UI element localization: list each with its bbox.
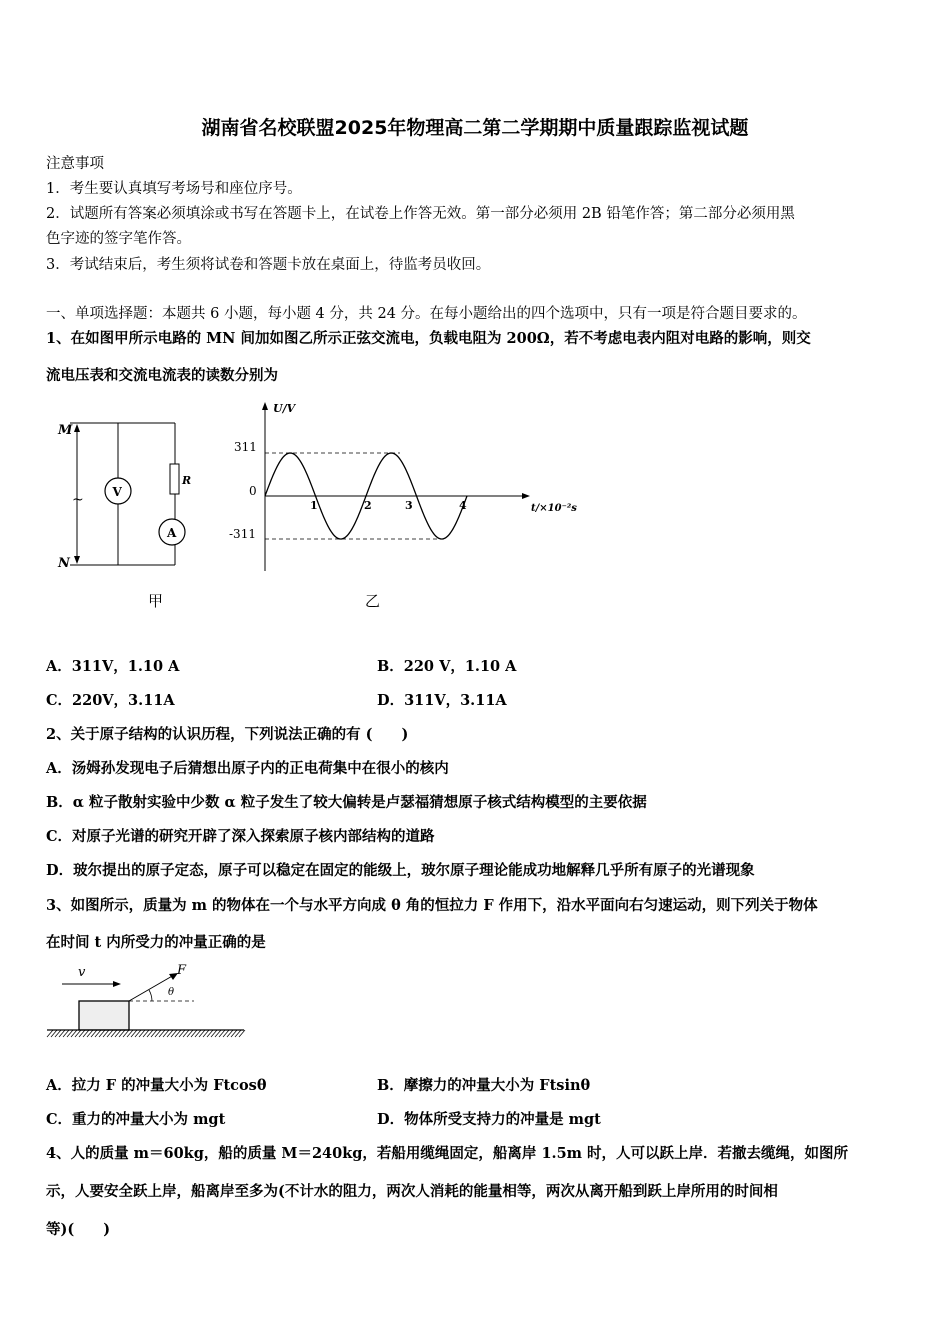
q2-option-c: C．对原子光谱的研究开辟了深入探索原子核内部结构的道路 bbox=[46, 828, 435, 845]
q4-stem-line3: 等)( ) bbox=[46, 1221, 111, 1238]
y-axis-label: U/V bbox=[273, 402, 296, 415]
y-tick-top: 311 bbox=[234, 440, 257, 454]
notice-item-2b: 色字迹的签字笔作答。 bbox=[46, 231, 191, 247]
q2-option-b: B．α 粒子散射实验中少数 α 粒子发生了较大偏转是卢瑟福猜想原子核式结构模型的主要依据 bbox=[46, 794, 647, 811]
velocity-label: v bbox=[78, 965, 86, 980]
circuit-diagram bbox=[50, 412, 200, 572]
x-tick-2: 2 bbox=[364, 499, 372, 512]
block-force-diagram bbox=[44, 960, 249, 1045]
ac-source-symbol: ~ bbox=[72, 492, 84, 508]
caption-jia: 甲 bbox=[148, 592, 164, 610]
q1-stem-line2: 流电压表和交流电流表的读数分别为 bbox=[46, 367, 278, 384]
y-tick-zero: 0 bbox=[249, 484, 257, 498]
x-tick-1: 1 bbox=[310, 499, 318, 512]
y-tick-bottom: -311 bbox=[229, 527, 256, 541]
voltmeter-label: V bbox=[112, 485, 122, 499]
ammeter-label: A bbox=[167, 526, 177, 540]
label-N: N bbox=[58, 556, 70, 571]
page-title: 湖南省名校联盟2025年物理高二第二学期期中质量跟踪监视试题 bbox=[201, 117, 749, 139]
force-label: F bbox=[177, 963, 187, 978]
q3-option-d: D．物体所受支持力的冲量是 mgt bbox=[377, 1111, 601, 1128]
q2-option-d: D．玻尔提出的原子定态，原子可以稳定在固定的能级上，玻尔原子理论能成功地解释几乎所有原子的光谱现象 bbox=[46, 862, 755, 879]
x-axis-label: t/×10⁻²s bbox=[531, 503, 577, 514]
q1-option-d: D．311V，3.11A bbox=[377, 692, 507, 709]
q3-option-b: B．摩擦力的冲量大小为 Ftsinθ bbox=[377, 1077, 591, 1094]
voltage-wave-chart bbox=[225, 395, 585, 580]
notice-item-3: 3．考试结束后，考生须将试卷和答题卡放在桌面上，待监考员收回。 bbox=[46, 257, 491, 273]
q3-option-c: C．重力的冲量大小为 mgt bbox=[46, 1111, 226, 1128]
q3-stem-line2: 在时间 t 内所受力的冲量正确的是 bbox=[46, 934, 266, 951]
notice-item-1: 1．考生要认真填写考场号和座位序号。 bbox=[46, 181, 302, 197]
resistor bbox=[170, 464, 179, 494]
q1-option-a: A．311V，1.10 A bbox=[46, 658, 180, 675]
caption-yi: 乙 bbox=[365, 592, 381, 610]
label-M: M bbox=[58, 423, 73, 438]
ground-hatching bbox=[47, 1030, 245, 1037]
resistor-label: R bbox=[182, 474, 192, 487]
notice-item-2a: 2．试题所有答案必须填涂或书写在答题卡上，在试卷上作答无效。第一部分必须用 2B 铅笔作答；第二部分必须用黑 bbox=[46, 206, 795, 222]
q4-stem-line1: 4、人的质量 m＝60kg，船的质量 M＝240kg，若船用缆绳固定，船离岸 1.5m 时，人可以跃上岸．若撤去缆绳，如图所 bbox=[46, 1145, 849, 1162]
q3-stem-line1: 3、如图所示，质量为 m 的物体在一个与水平方向成 θ 角的恒拉力 F 作用下，沿水平面向右匀速运动，则下列关于物体 bbox=[46, 897, 818, 914]
q1-option-b: B．220 V，1.10 A bbox=[377, 658, 517, 675]
section-heading: 一、单项选择题：本题共 6 小题，每小题 4 分，共 24 分。在每小题给出的四个选项中，只有一项是符合题目要求的。 bbox=[46, 306, 807, 322]
q1-stem-line1: 1、在如图甲所示电路的 MN 间加如图乙所示正弦交流电，负载电阻为 200Ω，若不考虑电表内阻对电路的影响，则交 bbox=[46, 330, 811, 347]
q2-option-a: A．汤姆孙发现电子后猜想出原子内的正电荷集中在很小的核内 bbox=[46, 760, 449, 777]
q4-stem-line2: 示，人要安全跃上岸，船离岸至多为(不计水的阻力，两次人消耗的能量相等，两次从离开船到跃上岸所用的时间相 bbox=[46, 1183, 778, 1200]
notice-heading: 注意事项 bbox=[46, 156, 104, 172]
q3-option-a: A．拉力 F 的冲量大小为 Ftcosθ bbox=[46, 1077, 267, 1094]
q1-option-c: C．220V，3.11A bbox=[46, 692, 175, 709]
x-tick-4: 4 bbox=[459, 499, 467, 512]
block bbox=[79, 1001, 129, 1030]
q2-stem: 2、关于原子结构的认识历程，下列说法正确的有 ( ) bbox=[46, 726, 409, 743]
angle-label: θ bbox=[168, 987, 175, 998]
x-tick-3: 3 bbox=[405, 499, 413, 512]
